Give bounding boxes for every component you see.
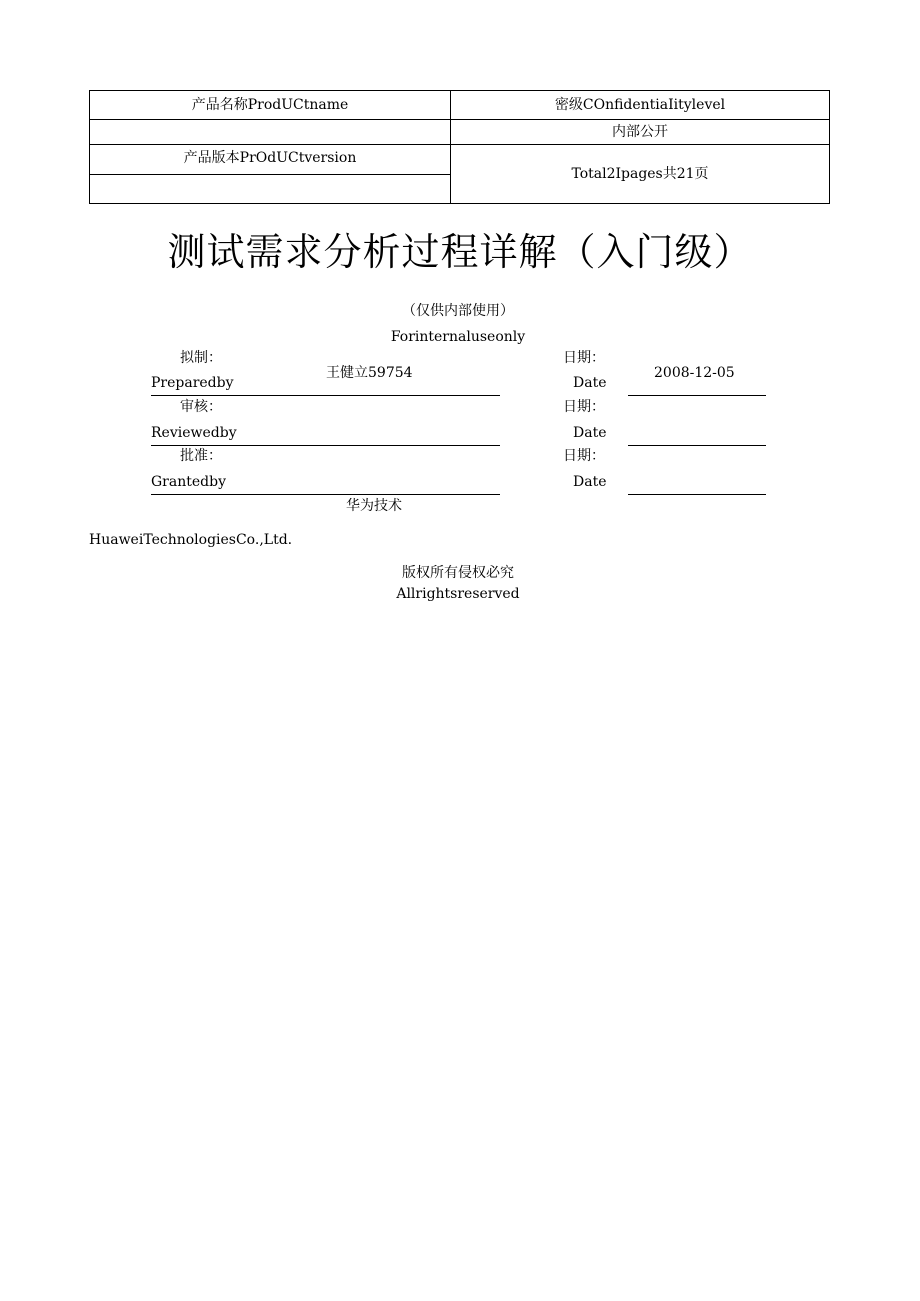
product-version-label: 产品版本PrOdUCtversion <box>90 145 451 175</box>
product-name-label: 产品名称ProdUCtname <box>90 91 451 120</box>
granted-label-en: Grantedby <box>151 474 226 490</box>
prepared-date-label-cn: 日期： <box>563 350 605 366</box>
total-pages: Total2Ipages共21页 <box>451 145 830 204</box>
prepared-signature-line <box>151 395 500 396</box>
document-title: 测试需求分析过程详解（入门级） <box>167 230 753 274</box>
confidentiality-value: 内部公开 <box>451 120 830 145</box>
reviewed-label-cn: 审核： <box>180 399 222 415</box>
prepared-date-label-en: Date <box>573 375 607 391</box>
reviewed-date-line <box>628 445 766 446</box>
granted-signature-line <box>151 494 500 495</box>
confidentiality-label: 密级COnfidentiaIitylevel <box>451 91 830 120</box>
granted-label-cn: 批准： <box>180 448 222 464</box>
prepared-date-line <box>628 395 766 396</box>
internal-use-cn: （仅供内部使用） <box>402 303 514 319</box>
granted-date-line <box>628 494 766 495</box>
prepared-label-en: Preparedby <box>151 375 234 391</box>
reviewed-date-label-en: Date <box>573 425 607 441</box>
company-name-en: HuaweiTechnologiesCo.,Ltd. <box>89 532 293 548</box>
granted-date-label-cn: 日期： <box>563 448 605 464</box>
prepared-date-value: 2008-12-05 <box>654 365 735 381</box>
reviewed-signature-line <box>151 445 500 446</box>
reviewed-label-en: Reviewedby <box>151 425 237 441</box>
prepared-label-cn: 拟制： <box>180 350 222 366</box>
copyright-en: Allrightsreserved <box>396 586 520 602</box>
product-version-value <box>90 175 451 204</box>
prepared-by-value: 王健立59754 <box>326 365 413 381</box>
copyright-cn: 版权所有侵权必究 <box>402 565 514 581</box>
granted-date-label-en: Date <box>573 474 607 490</box>
header-info-table <box>89 90 830 204</box>
reviewed-date-label-cn: 日期： <box>563 399 605 415</box>
company-name-cn: 华为技术 <box>346 498 402 514</box>
internal-use-en: Forinternaluseonly <box>390 329 526 345</box>
product-name-value <box>90 120 451 145</box>
